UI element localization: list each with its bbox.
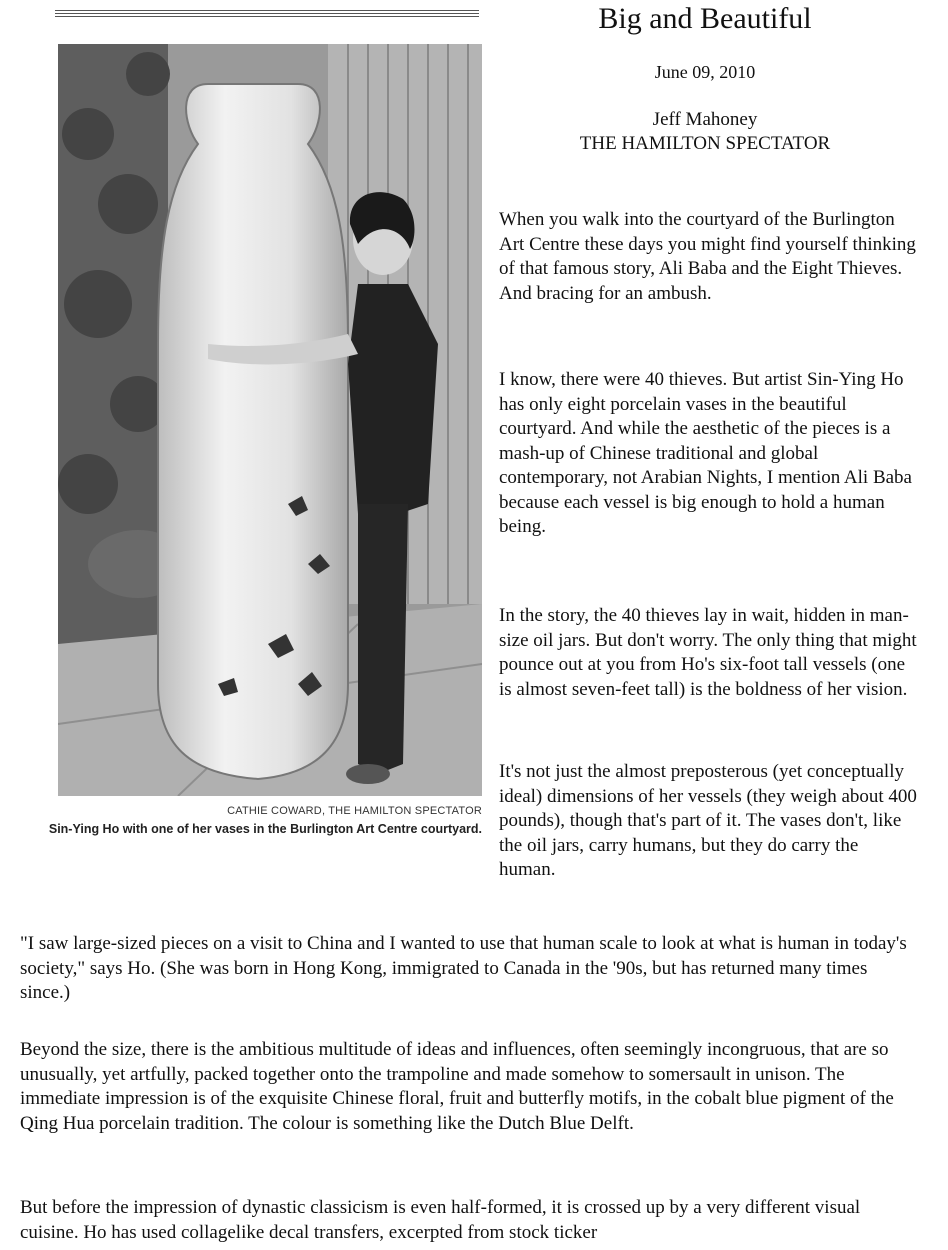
header-rule xyxy=(55,13,479,14)
article-paragraph: I know, there were 40 thieves. But artist Sin-Ying Ho has only eight porcelain vases in the beautiful courtyard. And while the aesthetic of the pieces is a mash-up of Chinese traditional and global contemporary, not Arabian Nights, I mention Ali Baba because each vessel is big enough to hold a human being. xyxy=(499,369,912,537)
byline xyxy=(500,108,910,156)
article-title: Big and Beautiful xyxy=(598,2,812,35)
header-rule xyxy=(55,16,479,17)
author-name: Jeff Mahoney xyxy=(652,109,758,130)
photo-caption: Sin-Ying Ho with one of her vases in the Burlington Art Centre courtyard. xyxy=(48,822,482,836)
article-date: June 09, 2010 xyxy=(654,62,756,82)
article-paragraph: It's not just the almost preposterous (yet conceptually ideal) dimensions of her vessels (they weigh about 400 pounds), though that's part of it. The vases don't, like the oil jars, carry humans, but they do carry the human. xyxy=(499,761,917,880)
article-paragraph: But before the impression of dynastic classicism is even half-formed, it is crossed up by a very different visual cuisine. Ho has used collagelike decal transfers, excerpted from stock ticker xyxy=(20,1197,861,1243)
article-photo xyxy=(58,44,482,796)
header-rule xyxy=(55,10,479,11)
article-paragraph: When you walk into the courtyard of the Burlington Art Centre these days you might find yourself thinking of that famous story, Ali Baba and the Eight Thieves. And bracing for an ambush. xyxy=(499,209,916,304)
publication-name: THE HAMILTON SPECTATOR xyxy=(579,133,831,154)
article-paragraph: "I saw large-sized pieces on a visit to China and I wanted to use that human scale to look at what is human in today's society," says Ho. (She was born in Hong Kong, immigrated to Canada in the '90s, but has returned many times since.) xyxy=(20,933,907,1003)
photo-credit: CATHIE COWARD, THE HAMILTON SPECTATOR xyxy=(227,805,482,817)
article-paragraph: Beyond the size, there is the ambitious multitude of ideas and influences, often seemingly incongruous, that are so unusually, yet artfully, packed together onto the trampoline and made somehow to somersault in unison. The immediate impression is of the exquisite Chinese floral, fruit and butterfly motifs, in the cobalt blue pigment of the Qing Hua porcelain tradition. The colour is something like the Dutch Blue Delft. xyxy=(20,1039,894,1134)
article-paragraph: In the story, the 40 thieves lay in wait, hidden in man-size oil jars. But don't worry. The only thing that might pounce out at you from Ho's six-foot tall vessels (one is almost seven-feet tall) is the boldness of her vision. xyxy=(499,605,917,700)
